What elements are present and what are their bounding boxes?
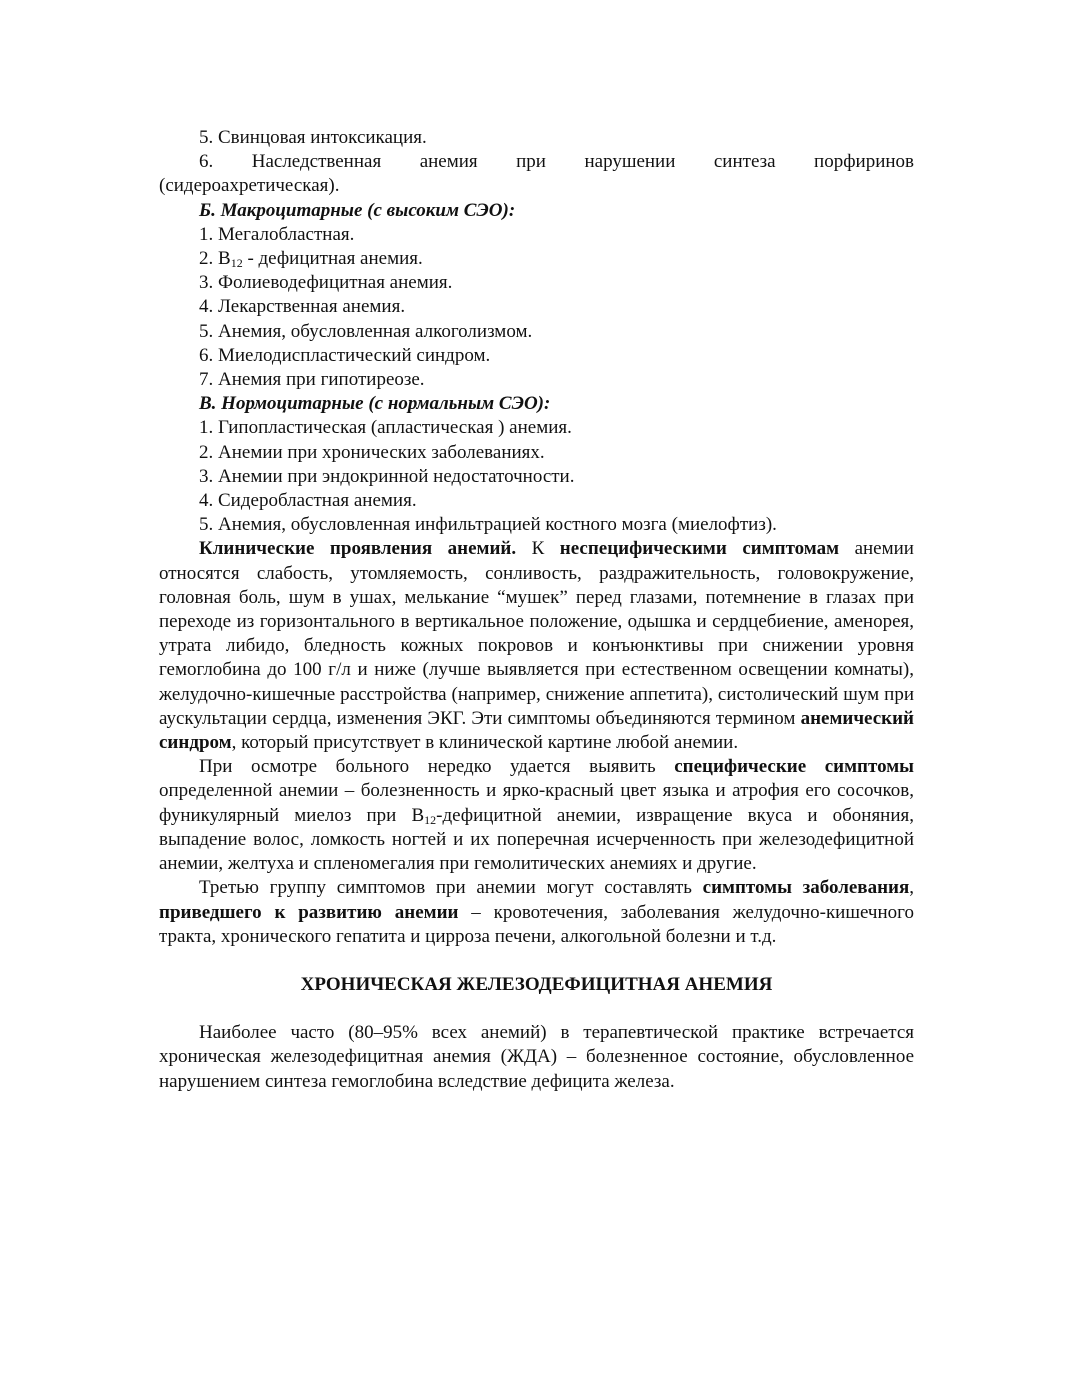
list-item: 5. Свинцовая интоксикация.	[199, 127, 427, 148]
paragraph-third-group: Третью группу симптомов при анемии могут составлять симптомы заболевания, приведшего к развитию анемии – кровотечения, заболевания желудочно-кишечного тракта, хронического гепатита и цирроза печени, алкогольной болезни и т.д.	[159, 877, 914, 947]
list-item: 1. Гипопластическая (апластическая ) анемия.	[199, 417, 572, 439]
list-item-6-continuation: (сидероахретическая).	[159, 175, 340, 197]
list-item: 2. Анемии при хронических заболеваниях.	[199, 441, 545, 463]
group-c-heading: В. Нормоцитарные (с нормальным СЭО):	[199, 393, 551, 415]
group-b-heading: Б. Макроцитарные (с высоким СЭО):	[199, 199, 516, 221]
paragraph-clinical: Клинические проявления анемий. К неспецифическими симптомам анемии относятся слабость, утомляемость, сонливость, раздражительность, головокружение, головная боль, шум в ушах, мелькание “мушек” перед глазами, потемнение в глазах при переходе из горизонтального в вертикальное положение, одышка и сердцебиение, аменорея, утрата либидо, бледность кожных покровов и конъюнктивы при снижении уровня гемоглобина до 100 г/л и ниже (лучше выявляется при естественном освещении комнаты), желудочно-кишечные расстройства (например, снижение аппетита), систолический шум при аускультации сердца, изменения ЭКГ. Эти симптомы объединяются термином анемический синдром, который присутствует в клинической картине любой анемии.	[159, 538, 914, 754]
page-content	[159, 126, 914, 1094]
list-item: 2. $B_{12}$ - дефицитная анемия.	[199, 248, 423, 271]
list-item: 4. Лекарственная анемия.	[199, 296, 406, 318]
paragraph-specific: При осмотре больного нередко удается выявить специфические симптомы определенной анемии – болезненность и ярко-красный цвет языка и атрофия его сосочков, фуникулярный миелоз при $B_{12}$-дефицитной анемии, извращение вкуса и обоняния, выпадение волос, ломкость ногтей и их поперечная исчерченность при железодефицитной анемии, желтуха и спленомегалия при гемолитических анемиях и другие.	[159, 756, 915, 875]
section-title: ХРОНИЧЕСКАЯ ЖЕЛЕЗОДЕФИЦИТНАЯ АНЕМИЯ	[300, 973, 773, 995]
list-item: 3. Анемии при эндокринной недостаточности.	[199, 465, 575, 487]
list-item: 1. Мегалобластная.	[199, 223, 355, 245]
paragraph-ida: Наиболее часто (80–95% всех анемий) в терапевтической практике встречается хроническая железодефицитная анемия (ЖДА) – болезненное состояние, обусловленное нарушением синтеза гемоглобина вследствие дефицита железа.	[159, 1022, 914, 1092]
list-item: 6. Миелодиспластический синдром.	[199, 344, 491, 366]
list-item: 5. Анемия, обусловленная инфильтрацией костного мозга (миелофтиз).	[199, 514, 777, 536]
list-item: 3. Фолиеводефицитная анемия.	[199, 272, 453, 294]
list-item: 5. Анемия, обусловленная алкоголизмом.	[199, 320, 533, 342]
list-item: 7. Анемия при гипотиреозе.	[199, 369, 425, 391]
list-item-6: 6. Наследственная анемия при нарушении синтеза порфиринов	[199, 151, 915, 173]
list-item: 4. Сидеробластная анемия.	[199, 490, 417, 512]
